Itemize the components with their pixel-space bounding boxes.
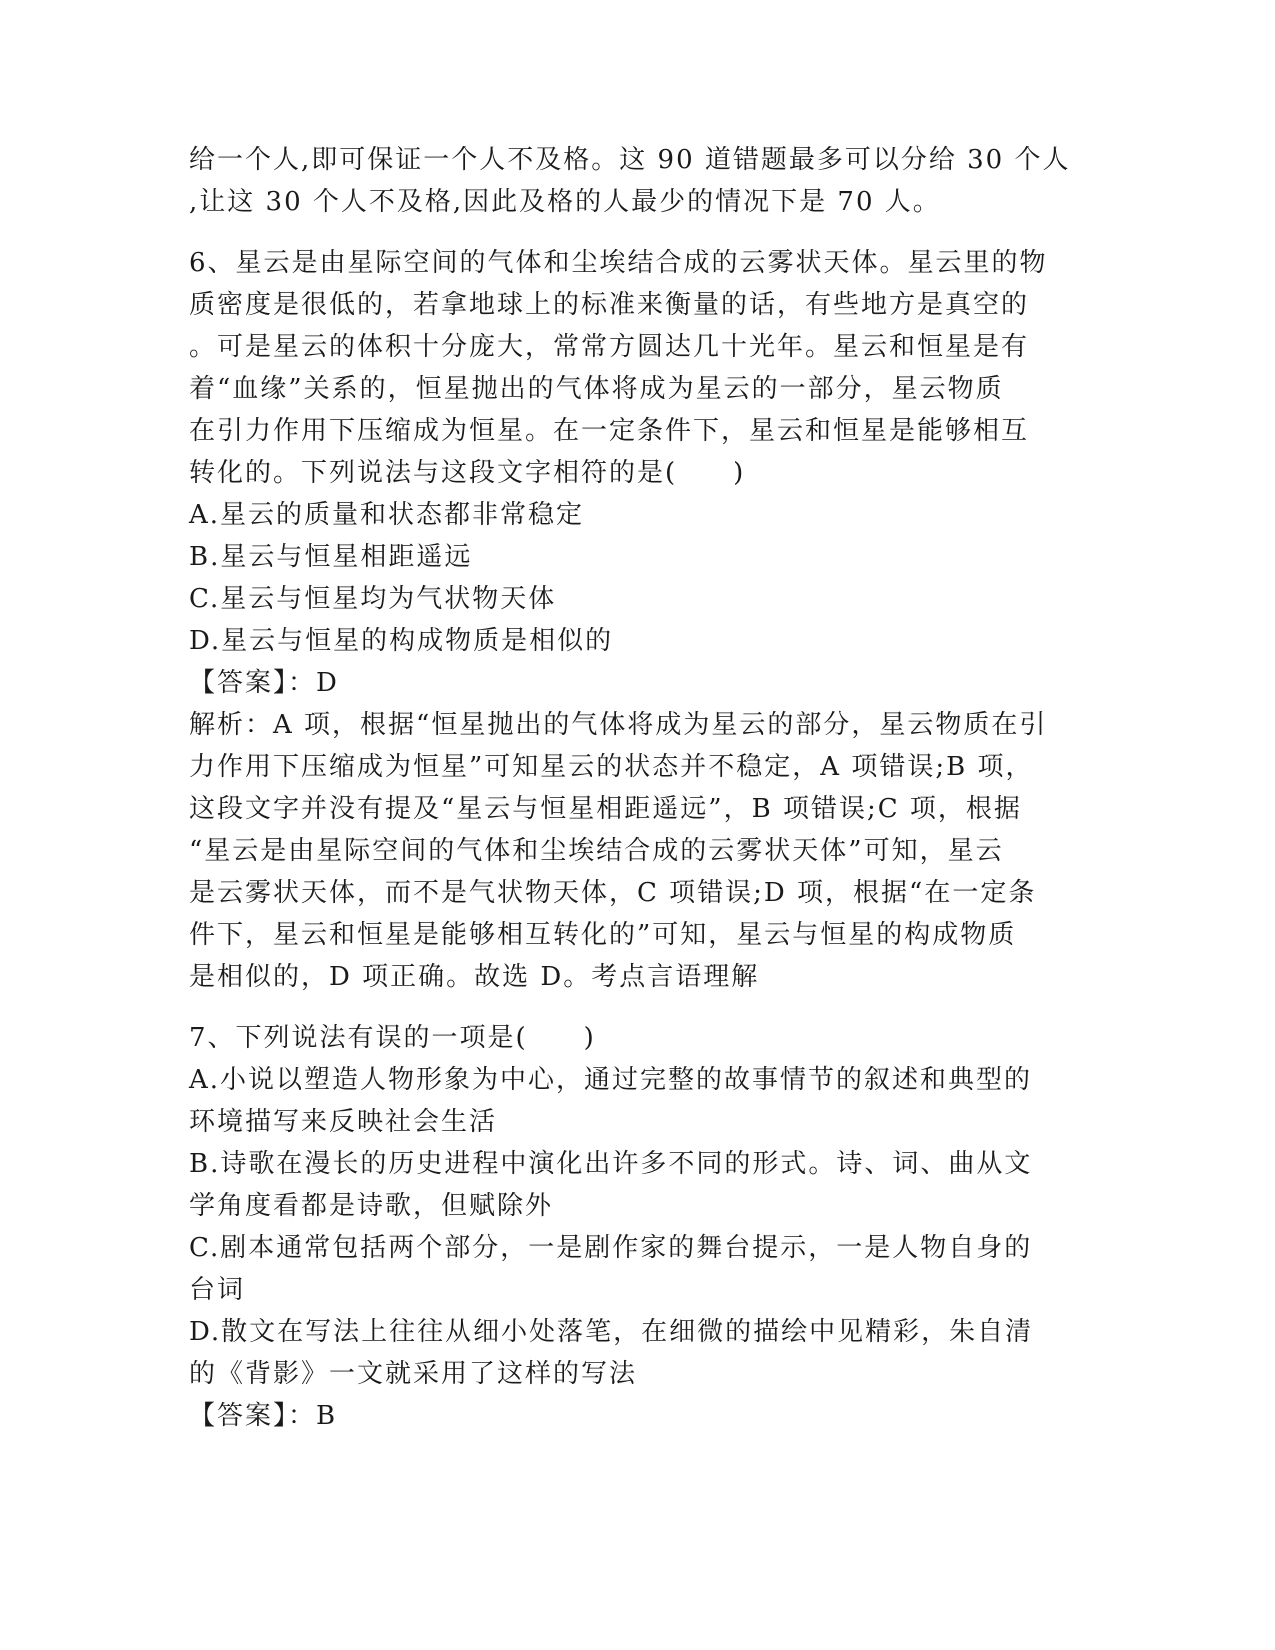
question-6-option-d: D.星云与恒星的构成物质是相似的 xyxy=(189,626,614,656)
question-6-stem-line: 。可是星云的体积十分庞大，常常方圆达几十光年。星云和恒星是有 xyxy=(189,332,1030,362)
text-line: 给一个人,即可保证一个人不及格。这 90 道错题最多可以分给 30 个人 xyxy=(189,145,1071,175)
question-6-analysis-line: 这段文字并没有提及“星云与恒星相距遥远”，B 项错误;C 项，根据 xyxy=(189,794,1022,824)
question-6-analysis-line: 力作用下压缩成为恒星”可知星云的状态并不稳定，A 项错误;B 项， xyxy=(189,752,1034,782)
question-6-stem-line: 质密度是很低的，若拿地球上的标准来衡量的话，有些地方是真空的 xyxy=(189,290,1030,320)
question-6-answer: 【答案】：D xyxy=(189,668,339,698)
text-line: ,让这 30 个人不及格,因此及格的人最少的情况下是 70 人。 xyxy=(189,187,941,217)
question-6-option-a: A.星云的质量和状态都非常稳定 xyxy=(189,500,585,530)
question-6-analysis-line: 是云雾状天体，而不是气状物天体，C 项错误;D 项，根据“在一定条 xyxy=(189,878,1037,908)
question-7-option-b: 学角度看都是诗歌，但赋除外 xyxy=(189,1191,554,1221)
question-6-analysis-line: “星云是由星际空间的气体和尘埃结合成的云雾状天体”可知，星云 xyxy=(189,836,1004,866)
question-7-option-a: 环境描写来反映社会生活 xyxy=(189,1107,498,1137)
question-7-option-b: B.诗歌在漫长的历史进程中演化出许多不同的形式。诗、词、曲从文 xyxy=(189,1149,1033,1179)
question-6-analysis-line: 是相似的，D 项正确。故选 D。考点言语理解 xyxy=(189,962,760,992)
question-6-analysis-line: 解析：A 项，根据“恒星抛出的气体将成为星云的部分，星云物质在引 xyxy=(189,710,1048,740)
question-7-option-d: D.散文在写法上往往从细小处落笔，在细微的描绘中见精彩，朱自清 xyxy=(189,1317,1034,1347)
question-6-stem-line: 转化的。下列说法与这段文字相符的是( ) xyxy=(189,458,746,488)
question-6-option-c: C.星云与恒星均为气状物天体 xyxy=(189,584,557,614)
question-6-stem-line: 在引力作用下压缩成为恒星。在一定条件下，星云和恒星是能够相互 xyxy=(189,416,1030,446)
question-6-stem-line: 6、星云是由星际空间的气体和尘埃结合成的云雾状天体。星云里的物 xyxy=(189,248,1048,278)
question-7-option-c: C.剧本通常包括两个部分，一是剧作家的舞台提示，一是人物自身的 xyxy=(189,1233,1033,1263)
question-6-option-b: B.星云与恒星相距遥远 xyxy=(189,542,473,572)
question-7-stem-line: 7、下列说法有误的一项是( ) xyxy=(189,1023,596,1053)
question-7-option-d: 的《背影》一文就采用了这样的写法 xyxy=(189,1359,638,1389)
question-6-analysis-line: 件下，星云和恒星是能够相互转化的”可知，星云与恒星的构成物质 xyxy=(189,920,1017,950)
question-7-option-a: A.小说以塑造人物形象为中心，通过完整的故事情节的叙述和典型的 xyxy=(189,1065,1033,1095)
question-7-answer: 【答案】：B xyxy=(189,1401,338,1431)
question-6-stem-line: 着“血缘”关系的，恒星抛出的气体将成为星云的一部分，星云物质 xyxy=(189,374,1004,404)
question-7-option-c: 台词 xyxy=(189,1275,246,1305)
